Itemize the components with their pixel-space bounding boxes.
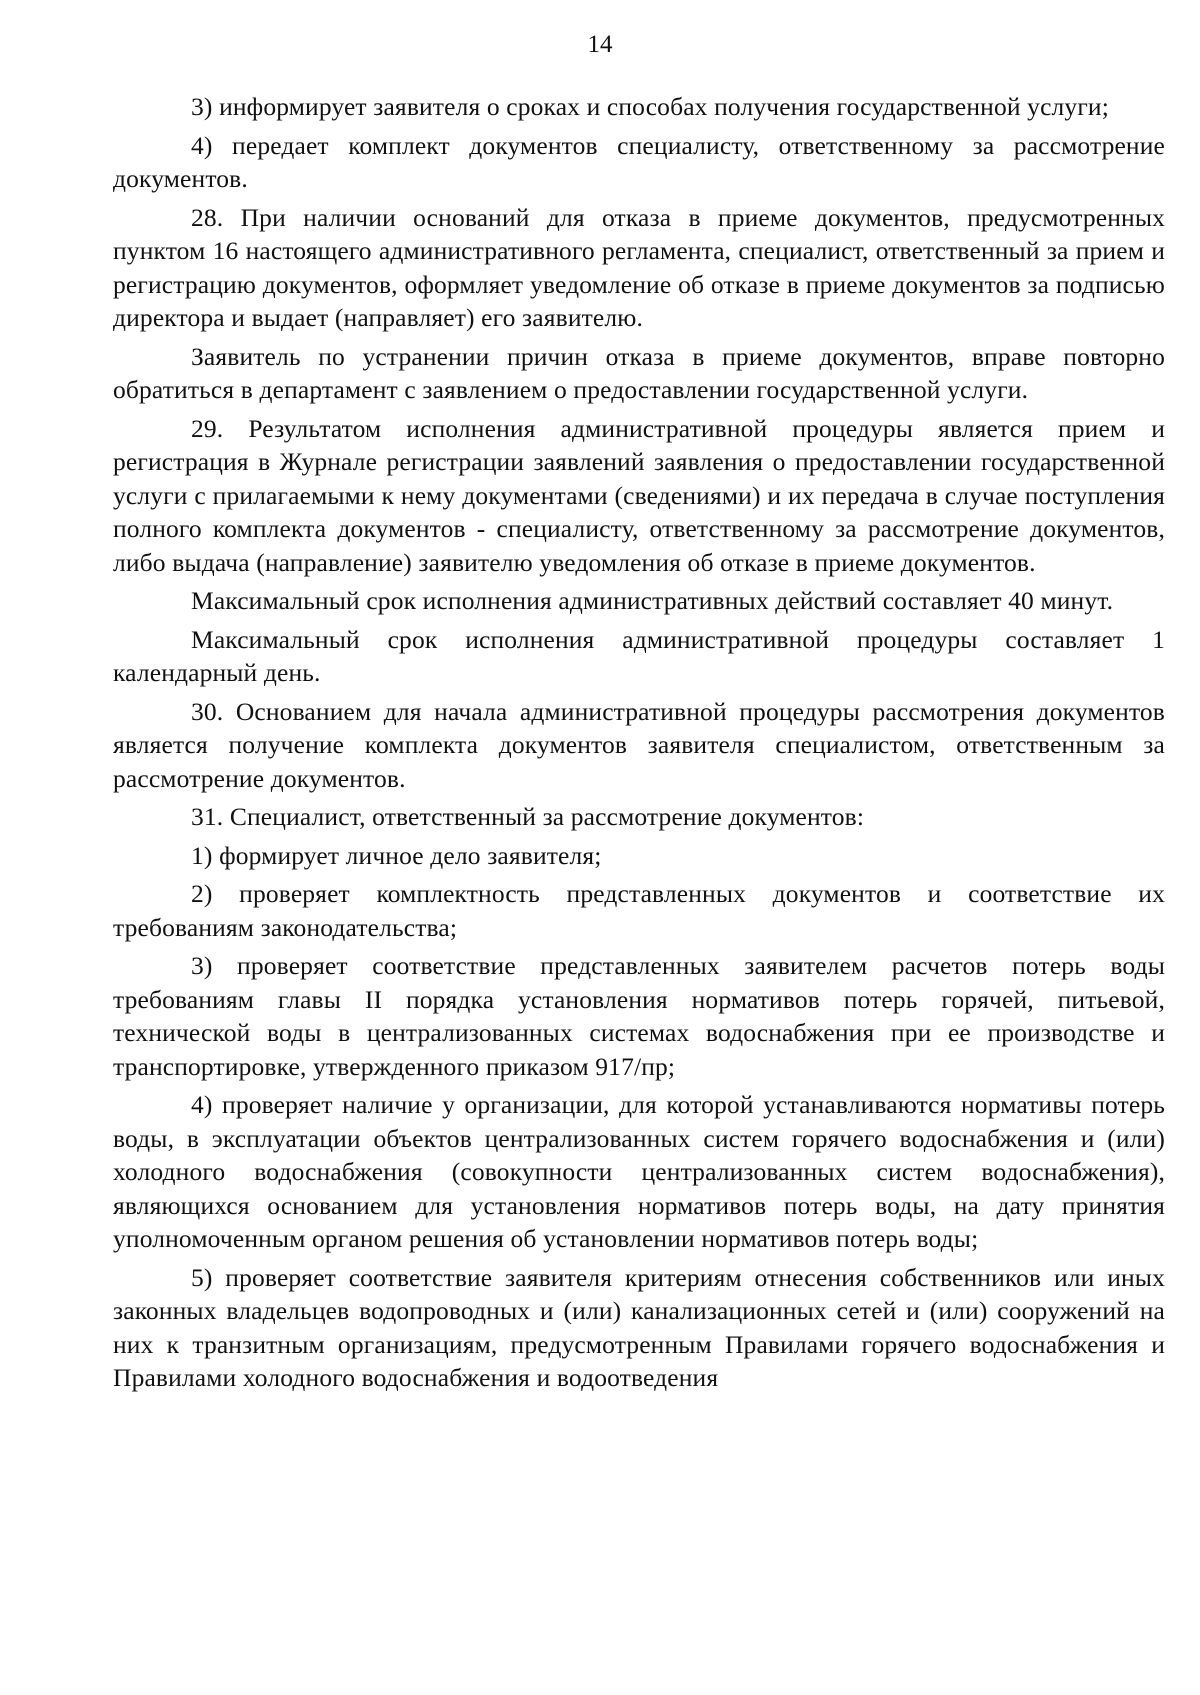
document-body [113, 90, 1165, 1400]
page-number: 14 [587, 31, 613, 58]
paragraph-max-actions-time: Максимальный срок исполнения административных действий составляет 40 минут. [191, 586, 1114, 615]
paragraph-item-1-personal-file: 1) формирует личное дело заявителя; [191, 840, 602, 870]
paragraph-30: 30. Основанием для начала административной процедуры рассмотрения документов является получение комплекта документов заявителя специалистом, ответственным за рассмотрение документов. [113, 696, 1165, 793]
paragraph-item-4-transfer: 4) передает комплект документов специалисту, ответственному за рассмотрение документов. [113, 130, 1165, 193]
paragraph-31: 31. Специалист, ответственный за рассмотрение документов: [191, 802, 865, 831]
paragraph-reapply: Заявитель по устранении причин отказа в приеме документов, вправе повторно обратиться в департамент с заявлением о предоставлении государственной услуги. [113, 341, 1165, 404]
paragraph-max-procedure-time: Максимальный срок исполнения административной процедуры составляет 1 календарный день. [113, 624, 1165, 687]
paragraph-29: 29. Результатом исполнения административной процедуры является прием и регистрация в Журнале регистрации заявлений заявления о предоставлении государственной услуги с прилагаемыми к нему документами (сведениями) и их передача в случае поступления полного комплекта документов - специалисту, ответственному за рассмотрение документов, либо выдача (направление) заявителю уведомления об отказе в приеме документов. [113, 413, 1165, 577]
paragraph-28: 28. При наличии оснований для отказа в приеме документов, предусмотренных пунктом 16 настоящего административного регламента, специалист, ответственный за прием и регистрацию документов, оформляет уведомление об отказе в приеме документов за подписью директора и выдает (направляет) его заявителю. [113, 202, 1165, 332]
paragraph-item-2-completeness: 2) проверяет комплектность представленных документов и соответствие их требованиям законодательства; [113, 879, 1165, 942]
paragraph-item-3-inform: 3) информирует заявителя о сроках и способах получения государственной услуги; [191, 92, 1109, 121]
paragraph-item-3-calculations: 3) проверяет соответствие представленных заявителем расчетов потерь воды требованиям главы II порядка установления нормативов потерь горячей, питьевой, технической воды в централизованных системах водоснабжения при ее производстве и транспортировке, утвержденного приказом 917/пр; [113, 951, 1165, 1081]
paragraph-item-5-criteria: 5) проверяет соответствие заявителя критериям отнесения собственников или иных законных владельцев водопроводных и (или) канализационных сетей и (или) сооружений на них к транзитным организациям, предусмотренным Правилами горячего водоснабжения и Правилами холодного водоснабжения и водоотведения [113, 1262, 1165, 1392]
paragraph-item-4-objects: 4) проверяет наличие у организации, для которой устанавливаются нормативы потерь воды, в эксплуатации объектов централизованных систем горячего водоснабжения и (или) холодного водоснабжения (совокупности централизованных систем водоснабжения), являющихся основанием для установления нормативов потерь воды, на дату принятия уполномоченным органом решения об установлении нормативов потерь воды; [113, 1090, 1165, 1253]
